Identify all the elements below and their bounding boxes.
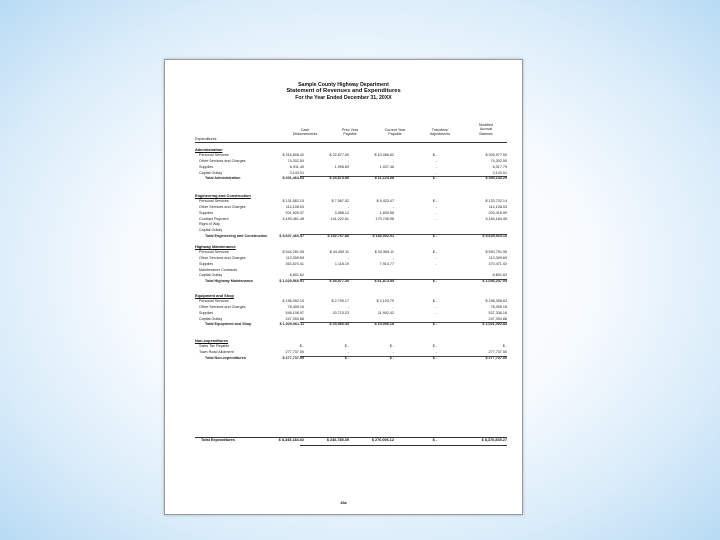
cell-value: - — [347, 305, 349, 309]
section-total-row — [165, 356, 522, 362]
row-label: Contract Payment — [199, 216, 229, 221]
row-label: Other Services and Charges — [199, 305, 246, 309]
report-title: Statement of Revenues and Expenditures — [286, 88, 401, 94]
total-value: $ 182,002.01 — [372, 234, 394, 238]
row-label: Town Road Allotment — [199, 350, 234, 354]
cell-value: 203,418.99 — [488, 210, 507, 215]
cell-value: 78,405.16 — [490, 305, 507, 309]
total-value: $ - — [344, 355, 349, 360]
cell-value: 247,394.88 — [285, 316, 304, 321]
row-label: Capital Outlay — [199, 316, 223, 321]
total-value: $ 11,124.08 — [374, 176, 394, 181]
cell-value: $ - — [432, 153, 437, 158]
cell-value: - — [435, 261, 437, 266]
header-rule — [195, 142, 507, 143]
row-label: Personal Services — [199, 199, 229, 204]
total-label: Total Equipment and Shop — [205, 322, 252, 327]
cell-value: - — [392, 159, 394, 163]
cell-value: - — [435, 310, 437, 315]
cell-value: - — [435, 210, 437, 215]
section-heading: Administration — [195, 147, 223, 152]
total-value: $ 390,143.29 — [485, 176, 507, 181]
total-label: Total Highway Maintenance — [205, 279, 254, 284]
cell-value: 7,914.77 — [379, 261, 394, 266]
total-value: $ 1,029,560.91 — [279, 279, 304, 284]
row-label: Supplies — [199, 164, 214, 169]
cell-value: - — [392, 305, 394, 309]
row-label: Maintenance Contracts — [199, 267, 237, 272]
cell-value: $ - — [502, 344, 507, 349]
total-value: $ - — [432, 322, 437, 327]
row-label: Capital Outlay — [199, 228, 223, 233]
cell-value: $ - — [432, 199, 437, 204]
cell-value: $ 305,977.50 — [485, 153, 507, 158]
cell-value: 114,108.53 — [488, 205, 507, 209]
total-value: $ 24,873.89 — [329, 176, 349, 181]
header-prior-year-payable: Prior Year Payable — [341, 128, 359, 137]
total-value: $ 61,873.85 — [374, 279, 394, 284]
cell-value: 8,801.62 — [492, 273, 507, 278]
cell-value: $ 158,356.63 — [485, 299, 507, 304]
cell-value: - — [435, 350, 437, 354]
cell-value: $ - — [389, 344, 394, 349]
row-label: Other Services and Charges — [199, 205, 246, 209]
section-heading: Non-expenditures — [195, 338, 229, 343]
cell-value: 113,309.69 — [488, 256, 507, 260]
cell-value: $ 158,052.10 — [282, 299, 304, 304]
section-heading: Highway Maintenance — [195, 244, 236, 249]
cell-value: 537,336.16 — [488, 310, 507, 315]
header-expenditures: Expenditures — [195, 137, 217, 141]
cell-value: $ 9,423.47 — [376, 199, 394, 204]
cell-value: $ 544,281.95 — [282, 250, 304, 255]
cell-value: $ 133,732.14 — [485, 199, 507, 204]
row-label: Other Services and Charges — [199, 256, 246, 260]
total-value: $ 5,635,915.10 — [482, 234, 507, 238]
cell-value: 170,745.98 — [375, 216, 394, 221]
header-cash-disbursements: Cash Disbursements — [292, 128, 318, 137]
total-value: $ 401,464.53 — [282, 176, 304, 181]
cell-value: 3,143.01 — [492, 170, 507, 175]
cell-value: $ 53,969.11 — [374, 250, 394, 255]
cell-value: - — [435, 170, 437, 175]
total-value: $ - — [389, 355, 394, 360]
total-value: $ - — [432, 355, 437, 360]
header-transfers-adjustments: Transfers/ Adjustments — [429, 128, 451, 137]
cell-value: $ - — [344, 344, 349, 349]
section-heading: Equipment and Shop — [195, 293, 234, 298]
cell-value: - — [435, 205, 437, 209]
total-value: $ - — [432, 234, 437, 238]
cell-value: $ 44,459.11 — [329, 250, 349, 255]
report-period: For the Year Ended December 31, 20XX — [295, 95, 392, 101]
total-label: Total Non-expenditures — [205, 355, 246, 360]
cell-value: - — [435, 164, 437, 169]
cell-value: $ - — [432, 344, 437, 349]
cell-value: 114,108.53 — [285, 205, 304, 209]
cell-value: - — [347, 350, 349, 354]
cell-value: - — [435, 159, 437, 163]
grand-total-row: Total Expenditures $ 8,345,184.02 $ 246,785.39 $ 270,006.12 $ - $ 8,370,835.27 — [201, 438, 507, 442]
section-total-row — [165, 322, 522, 328]
cell-value: 3,143.01 — [289, 170, 304, 175]
row-label: Other Services and Charges — [199, 159, 246, 163]
total-value: $ - — [432, 176, 437, 181]
section-total-row — [165, 234, 522, 240]
cell-value: $ 7,567.52 — [331, 199, 349, 204]
total-value: $ 23,566.40 — [329, 322, 349, 327]
row-label: Capital Outlay — [199, 273, 223, 278]
cell-value: - — [435, 305, 437, 309]
cell-value: $ - — [432, 250, 437, 255]
cell-value: - — [392, 256, 394, 260]
row-label: Capital Outlay — [199, 170, 223, 175]
cell-value: 1,037.46 — [379, 164, 394, 169]
cell-value: 201,525.97 — [285, 210, 304, 215]
cell-value: 277,737.00 — [488, 350, 507, 354]
total-value: $ 45,577.30 — [329, 279, 349, 284]
row-label: Personal Services — [199, 250, 229, 255]
cell-value: 8,801.62 — [289, 273, 304, 278]
cell-value: 363,874.41 — [285, 261, 304, 266]
grand-total-double-rule — [300, 445, 507, 446]
section-heading: Engineering and Construction — [195, 193, 251, 198]
total-value: $ 15,006.18 — [374, 322, 394, 327]
cell-value: 6,911.40 — [289, 164, 304, 169]
cell-value: $ 131,562.15 — [282, 199, 304, 204]
row-label: Supplies — [199, 261, 214, 266]
cell-value: $ 2,799.17 — [331, 299, 349, 304]
cell-value: $ 3,103.79 — [376, 299, 394, 304]
cell-value: $ - — [432, 299, 437, 304]
total-value: $ 277,737.00 — [282, 355, 304, 360]
cell-value: 370,471.02 — [488, 261, 507, 266]
cell-value: 20,715.23 — [332, 310, 349, 315]
document-page — [164, 59, 523, 515]
cell-value: 1,118.19 — [334, 261, 349, 266]
cell-value: - — [347, 256, 349, 260]
cell-value: 78,405.16 — [287, 305, 304, 309]
cell-value: $ 22,877.00 — [329, 153, 349, 158]
row-label: Right of Way — [199, 222, 220, 227]
cell-value: - — [392, 350, 394, 354]
cell-value: - — [392, 205, 394, 209]
cell-value: 6,017.79 — [492, 164, 507, 169]
cell-value: 74,302.50 — [287, 159, 304, 163]
cell-value: - — [347, 205, 349, 209]
section-total-row — [165, 176, 522, 182]
header-modified-accrual-balance: Modified Accrual Balance — [479, 123, 493, 136]
total-value: $ - — [432, 279, 437, 284]
total-value: $ 152,767.80 — [327, 234, 349, 238]
cell-value: 74,302.50 — [490, 159, 507, 163]
cell-value: 113,309.69 — [285, 256, 304, 260]
row-label: Sales Tax Payable — [199, 344, 230, 349]
total-value: $ 1,021,492.83 — [482, 322, 507, 327]
cell-value: - — [435, 256, 437, 260]
row-label: Supplies — [199, 210, 214, 215]
page-number: 46a — [340, 501, 347, 505]
cell-value: 277,737.00 — [285, 350, 304, 354]
cell-value: $ 10,086.62 — [374, 153, 394, 158]
header-current-year-payable: Current Year Payable — [384, 128, 406, 137]
cell-value: $ 553,791.95 — [485, 250, 507, 255]
cell-value: 1,996.89 — [334, 164, 349, 169]
total-value: $ 5,607,460.47 — [279, 234, 304, 238]
row-label: Supplies — [199, 310, 214, 315]
cell-value: - — [435, 216, 437, 221]
section-total-row — [165, 279, 522, 285]
cell-value: - — [347, 159, 349, 163]
row-label: Personal Services — [199, 299, 229, 304]
report-entity-title: Sample County Highway Department — [298, 82, 389, 88]
total-value: $ 1,029,961.11 — [279, 322, 304, 327]
cell-value: 141,222.61 — [330, 216, 349, 221]
cell-value: 5,159,461.48 — [282, 216, 304, 221]
cell-value: $ - — [299, 344, 304, 349]
total-label: Total Administration — [205, 176, 241, 181]
total-label: Total Engineering and Construction — [205, 234, 268, 238]
row-label: Personal Services — [199, 153, 229, 158]
total-value: $ 277,737.00 — [485, 355, 507, 360]
cell-value: 247,394.88 — [488, 316, 507, 321]
cell-value: 546,108.97 — [285, 310, 304, 315]
cell-value: 5,184,184.45 — [485, 216, 507, 221]
cell-value: $ 316,808.42 — [282, 153, 304, 158]
cell-value: 11,902.42 — [377, 310, 394, 315]
cell-value: 3,988.12 — [334, 210, 349, 215]
cell-value: 1,830.56 — [379, 210, 394, 215]
total-value: $ 1,046,247.05 — [482, 279, 507, 284]
